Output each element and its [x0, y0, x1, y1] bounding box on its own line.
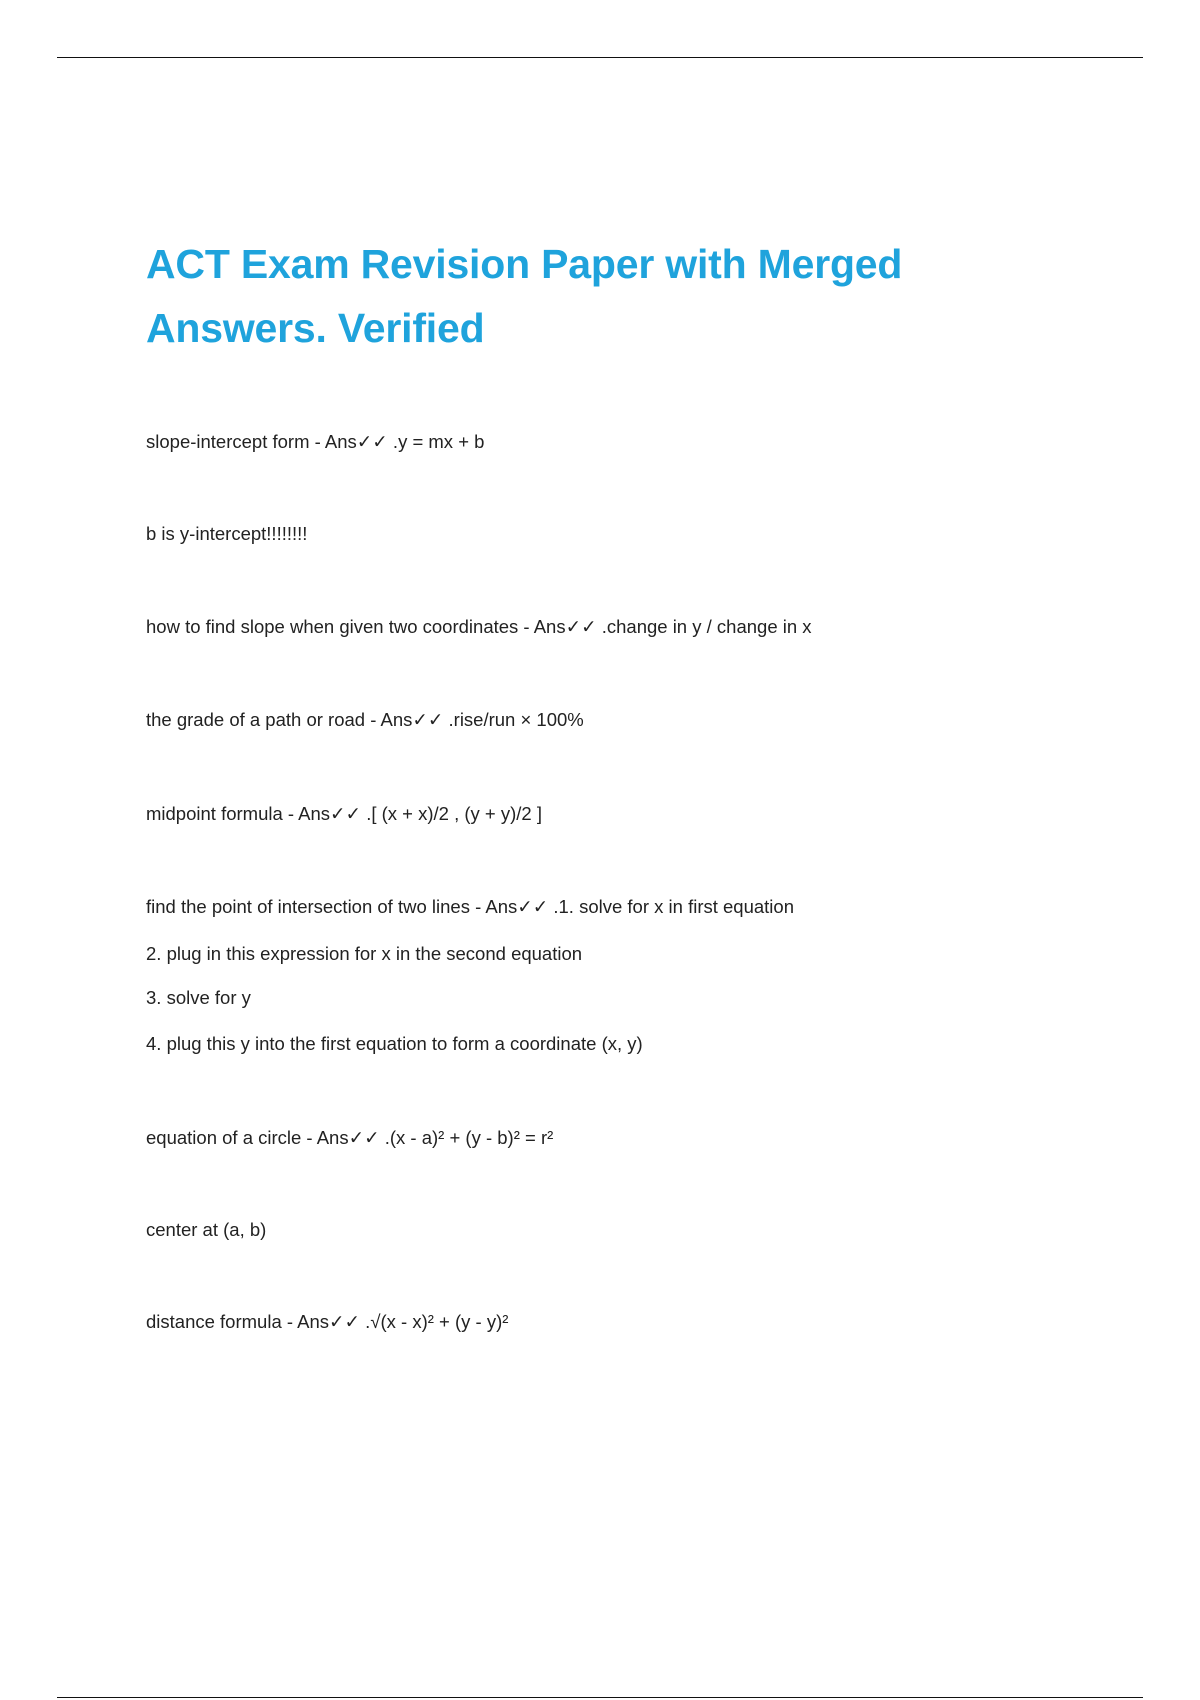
entry-grade-of-path: the grade of a path or road - Ans✓✓ .rise/run × 100% — [146, 709, 584, 730]
entry-y-intercept-note: b is y-intercept!!!!!!!! — [146, 523, 308, 544]
entry-intersection-step-1: find the point of intersection of two lines - Ans✓✓ .1. solve for x in first equation — [146, 896, 794, 917]
document-title: ACT Exam Revision Paper with Merged Answers. Verified — [146, 241, 903, 351]
entry-distance-formula: distance formula - Ans✓✓ .√(x - x)² + (y - y)² — [146, 1311, 509, 1332]
entry-circle-center: center at (a, b) — [146, 1219, 267, 1240]
entry-intersection-step-3: 3. solve for y — [146, 987, 251, 1008]
entry-slope-intercept: slope-intercept form - Ans✓✓ .y = mx + b — [146, 431, 485, 452]
entry-circle-equation: equation of a circle - Ans✓✓ .(x - a)² + (y - b)² = r² — [146, 1127, 554, 1148]
entry-midpoint-formula: midpoint formula - Ans✓✓ .[ (x + x)/2 , (y + y)/2 ] — [146, 803, 542, 824]
entry-intersection-step-2: 2. plug in this expression for x in the second equation — [146, 943, 583, 964]
header-rule — [57, 57, 1143, 58]
entry-intersection-step-4: 4. plug this y into the first equation to form a coordinate (x, y) — [146, 1033, 643, 1054]
entry-slope-two-coordinates: how to find slope when given two coordinates - Ans✓✓ .change in y / change in x — [146, 616, 812, 637]
footer-rule — [57, 1697, 1143, 1698]
